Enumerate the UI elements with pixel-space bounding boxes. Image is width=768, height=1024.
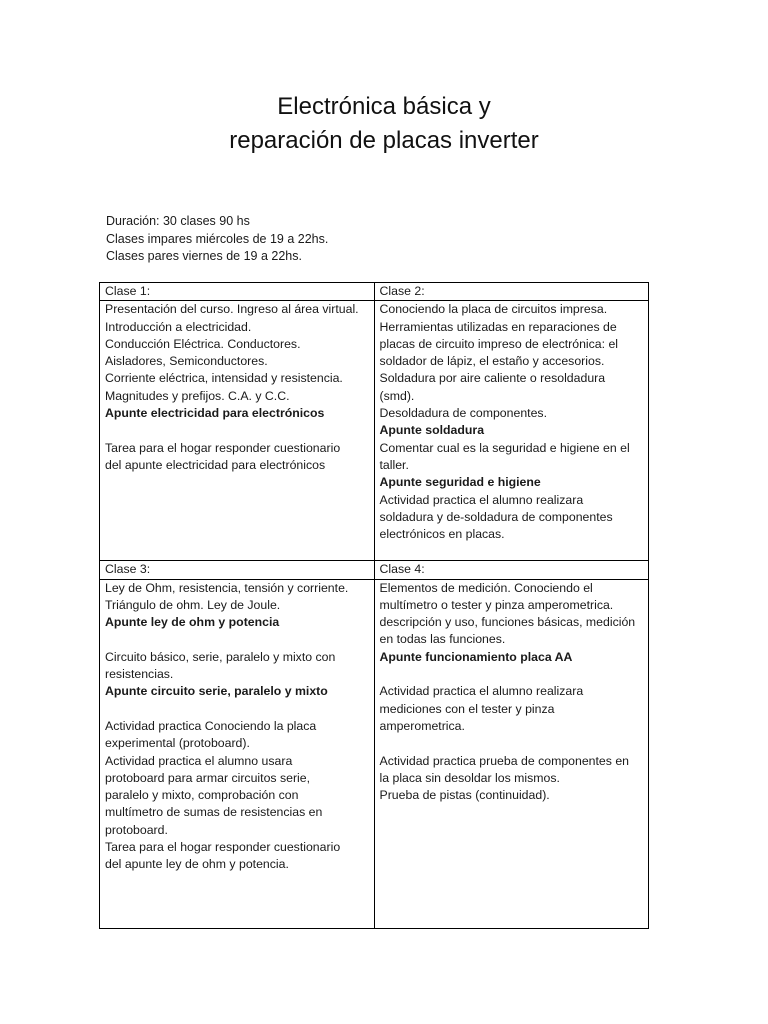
content-line: Corriente eléctrica, intensidad y resistencia. bbox=[105, 371, 343, 386]
handout-reference: Apunte seguridad e higiene bbox=[379, 475, 541, 490]
content-line: Elementos de medición. Conociendo el bbox=[379, 580, 593, 595]
content-line: Triángulo de ohm. Ley de Joule. bbox=[105, 597, 281, 612]
content-line: Introducción a electricidad. bbox=[105, 319, 252, 334]
even-classes-schedule: Clases pares viernes de 19 a 22hs. bbox=[106, 249, 302, 263]
content-line: protoboard. bbox=[105, 822, 168, 837]
content-line: Tarea para el hogar responder cuestionario bbox=[105, 840, 341, 855]
content-line: Tarea para el hogar responder cuestionario bbox=[105, 440, 341, 455]
handout-reference: Apunte circuito serie, paralelo y mixto bbox=[105, 684, 328, 699]
content-line: del apunte electricidad para electrónicos bbox=[105, 457, 326, 472]
content-line: Actividad practica el alumno usara bbox=[105, 753, 293, 768]
content-line: paralelo y mixto, comprobación con bbox=[105, 788, 299, 803]
content-line: soldador de lápiz, el estaño y accesorios. bbox=[379, 354, 605, 369]
class-3-content bbox=[100, 579, 375, 928]
course-duration: Duración: 30 clases 90 hs bbox=[106, 214, 250, 228]
handout-reference: Apunte electricidad para electrónicos bbox=[105, 406, 325, 421]
content-line: Circuito básico, serie, paralelo y mixto con bbox=[105, 649, 336, 664]
title-line-2: reparación de placas inverter bbox=[229, 127, 539, 154]
content-line: multímetro o tester y pinza amperometrica. bbox=[379, 597, 614, 612]
content-line: Ley de Ohm, resistencia, tensión y corriente. bbox=[105, 580, 349, 595]
course-info bbox=[106, 213, 328, 266]
handout-reference: Apunte ley de ohm y potencia bbox=[105, 615, 280, 630]
content-line: Actividad practica Conociendo la placa bbox=[105, 718, 317, 733]
content-line: Desoldadura de componentes. bbox=[379, 406, 547, 421]
content-line: soldadura y de-soldadura de componentes bbox=[379, 509, 613, 524]
content-line: Conociendo la placa de circuitos impresa. bbox=[379, 302, 608, 317]
content-line: mediciones con el tester y pinza bbox=[379, 701, 555, 716]
content-line: Actividad practica el alumno realizara bbox=[379, 492, 584, 507]
class-4-content bbox=[374, 579, 649, 928]
handout-reference: Apunte soldadura bbox=[379, 423, 485, 438]
table-row bbox=[100, 301, 649, 561]
content-line: Prueba de pistas (continuidad). bbox=[379, 788, 550, 803]
table-header-row bbox=[100, 561, 649, 579]
content-line: del apunte ley de ohm y potencia. bbox=[105, 857, 289, 872]
odd-classes-schedule: Clases impares miércoles de 19 a 22hs. bbox=[106, 231, 329, 246]
blank-line bbox=[105, 631, 369, 648]
handout-reference: Apunte funcionamiento placa AA bbox=[379, 649, 573, 664]
document-title bbox=[0, 90, 768, 158]
content-line: Actividad practica prueba de componentes en bbox=[379, 753, 630, 768]
class-2-header: Clase 2: bbox=[374, 283, 649, 301]
content-line: taller. bbox=[379, 457, 409, 472]
class-1-content bbox=[100, 301, 375, 561]
content-line: Actividad practica el alumno realizara bbox=[379, 684, 584, 699]
class-2-content bbox=[374, 301, 649, 561]
title-line-1: Electrónica básica y bbox=[277, 93, 491, 120]
blank-line bbox=[105, 422, 369, 439]
content-line: Comentar cual es la seguridad e higiene en el bbox=[379, 440, 630, 455]
content-line: Presentación del curso. Ingreso al área virtual. bbox=[105, 302, 359, 317]
content-line: Conducción Eléctrica. Conductores. bbox=[105, 336, 301, 351]
content-line: amperometrica. bbox=[379, 718, 465, 733]
content-line: protoboard para armar circuitos serie, bbox=[105, 770, 311, 785]
content-line: Aisladores, Semiconductores. bbox=[105, 354, 268, 369]
content-line: descripción y uso, funciones básicas, medición bbox=[379, 615, 636, 630]
content-line: (smd). bbox=[379, 388, 415, 403]
table-row bbox=[100, 579, 649, 928]
content-line: multímetro de sumas de resistencias en bbox=[105, 805, 323, 820]
class-3-header: Clase 3: bbox=[100, 561, 375, 579]
content-line: Soldadura por aire caliente o resoldadura bbox=[379, 371, 606, 386]
blank-line bbox=[380, 735, 644, 752]
content-line: la placa sin desoldar los mismos. bbox=[379, 770, 560, 785]
content-line: Herramientas utilizadas en reparaciones de bbox=[379, 319, 617, 334]
content-line: experimental (protoboard). bbox=[105, 736, 250, 751]
class-4-header: Clase 4: bbox=[374, 561, 649, 579]
blank-line bbox=[380, 666, 644, 683]
content-line: electrónicos en placas. bbox=[379, 527, 505, 542]
blank-line bbox=[105, 701, 369, 718]
content-line: placas de circuito impreso de electrónica: el bbox=[379, 336, 619, 351]
content-line: en todas las funciones. bbox=[379, 632, 506, 647]
content-line: resistencias. bbox=[105, 667, 174, 682]
class-schedule-table bbox=[99, 282, 649, 929]
table-header-row bbox=[100, 283, 649, 301]
class-1-header: Clase 1: bbox=[100, 283, 375, 301]
content-line: Magnitudes y prefijos. C.A. y C.C. bbox=[105, 388, 290, 403]
